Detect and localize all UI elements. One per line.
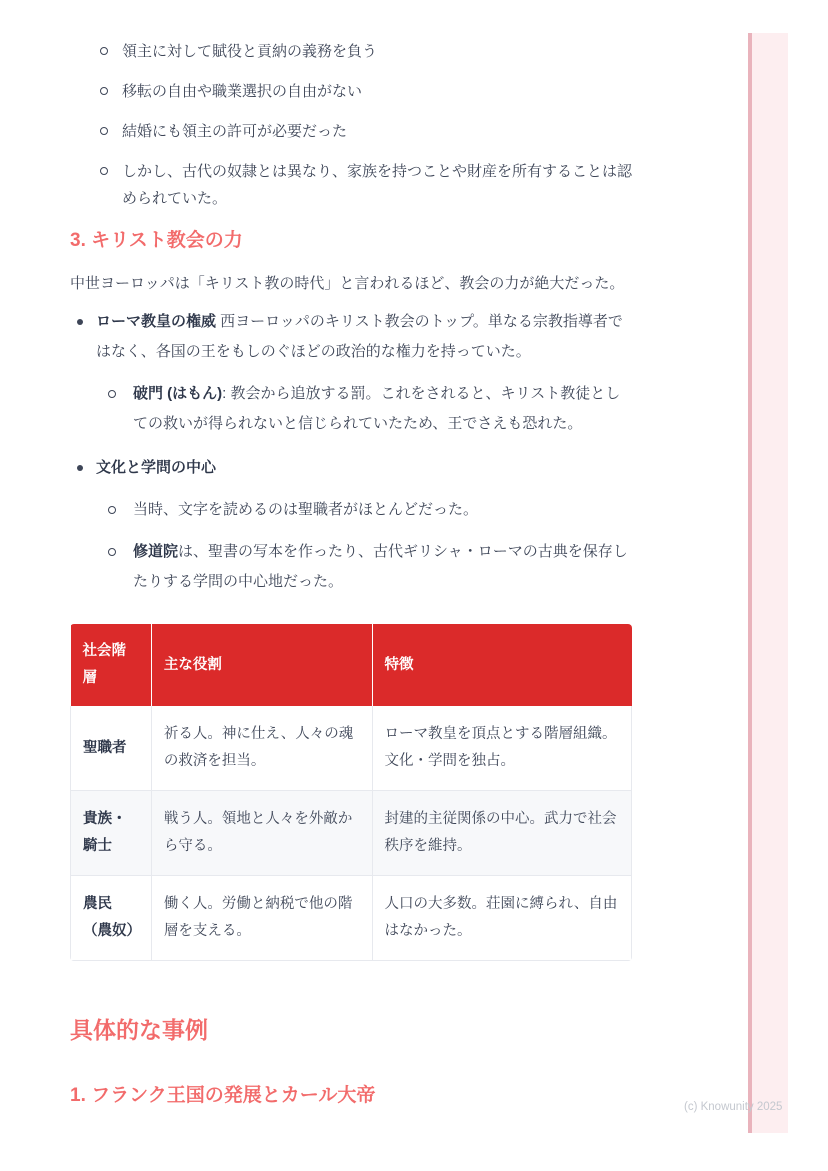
table-row — [71, 706, 632, 791]
term-description: 西ヨーロッパのキリスト教会のトップ。単なる宗教指導者ではなく、各国の王をもしのぐほどの政治的な権力を持っていた。 — [96, 313, 623, 360]
list-item: しかし、古代の奴隷とは異なり、家族を持つことや財産を所有することは認められていた。 — [98, 158, 632, 212]
cell-role: 働く人。労働と納税で他の階層を支える。 — [151, 876, 372, 961]
table-row — [71, 791, 632, 876]
list-item: 結婚にも領主の許可が必要だった — [98, 118, 632, 145]
list-item-excommunication — [96, 379, 632, 439]
bold-term: ローマ教皇の権威 — [96, 313, 217, 330]
watermark-text: (c) Knowunity 2025 — [684, 1101, 783, 1113]
nested-list — [96, 379, 632, 439]
document-page — [70, 0, 632, 1109]
section-heading-frankish-kingdom: 1. フランク王国の発展とカール大帝 — [70, 1085, 376, 1106]
church-power-list — [70, 307, 632, 597]
bold-term: 破門 (はもん) — [133, 385, 223, 402]
table-row — [71, 876, 632, 961]
list-item-monastery — [96, 537, 632, 597]
term-description: 当時、文字を読めるのは聖職者がほとんどだった。 — [133, 501, 479, 518]
cell-feature: 人口の大多数。荘園に縛られ、自由はなかった。 — [372, 876, 632, 961]
column-header-social-class: 社会階層 — [71, 624, 152, 706]
section-intro-paragraph: 中世ヨーロッパは「キリスト教の時代」と言われるほど、教会の力が絶大だった。 — [70, 275, 625, 292]
term-description: : 教会から追放する罰。これをされると、キリスト教徒としての救いが得られないと信じられていたため、王でさえも恐れた。 — [133, 385, 621, 432]
cell-feature: ローマ教皇を頂点とする階層組織。文化・学問を独占。 — [372, 706, 632, 791]
cell-class-label: 聖職者 — [71, 706, 152, 791]
list-item-culture-learning — [70, 453, 632, 597]
list-item-pope-authority — [70, 307, 632, 439]
cell-role: 祈る人。神に仕え、人々の魂の救済を担当。 — [151, 706, 372, 791]
cell-role: 戦う人。領地と人々を外敵から守る。 — [151, 791, 372, 876]
serf-obligations-list — [98, 38, 632, 212]
list-item: 領主に対して賦役と貢納の義務を負う — [98, 38, 632, 65]
social-class-table — [70, 624, 632, 961]
cell-class-label: 貴族・騎士 — [71, 791, 152, 876]
table-header-row — [71, 624, 632, 706]
list-item-literacy — [96, 495, 632, 525]
bold-term: 修道院 — [133, 543, 179, 560]
cell-class-label: 農民（農奴） — [71, 876, 152, 961]
cell-feature: 封建的主従関係の中心。武力で社会秩序を維持。 — [372, 791, 632, 876]
bookmark-bar — [748, 33, 788, 1133]
column-header-features: 特徴 — [372, 624, 632, 706]
list-item: 移転の自由や職業選択の自由がない — [98, 78, 632, 105]
bold-term: 文化と学問の中心 — [96, 459, 217, 476]
section-heading-examples: 具体的な事例 — [70, 1017, 208, 1043]
column-header-main-role: 主な役割 — [151, 624, 372, 706]
section-heading-church-power: 3. キリスト教会の力 — [70, 230, 243, 251]
term-description: は、聖書の写本を作ったり、古代ギリシャ・ローマの古典を保存したりする学問の中心地だった。 — [133, 543, 628, 590]
nested-list — [96, 495, 632, 597]
